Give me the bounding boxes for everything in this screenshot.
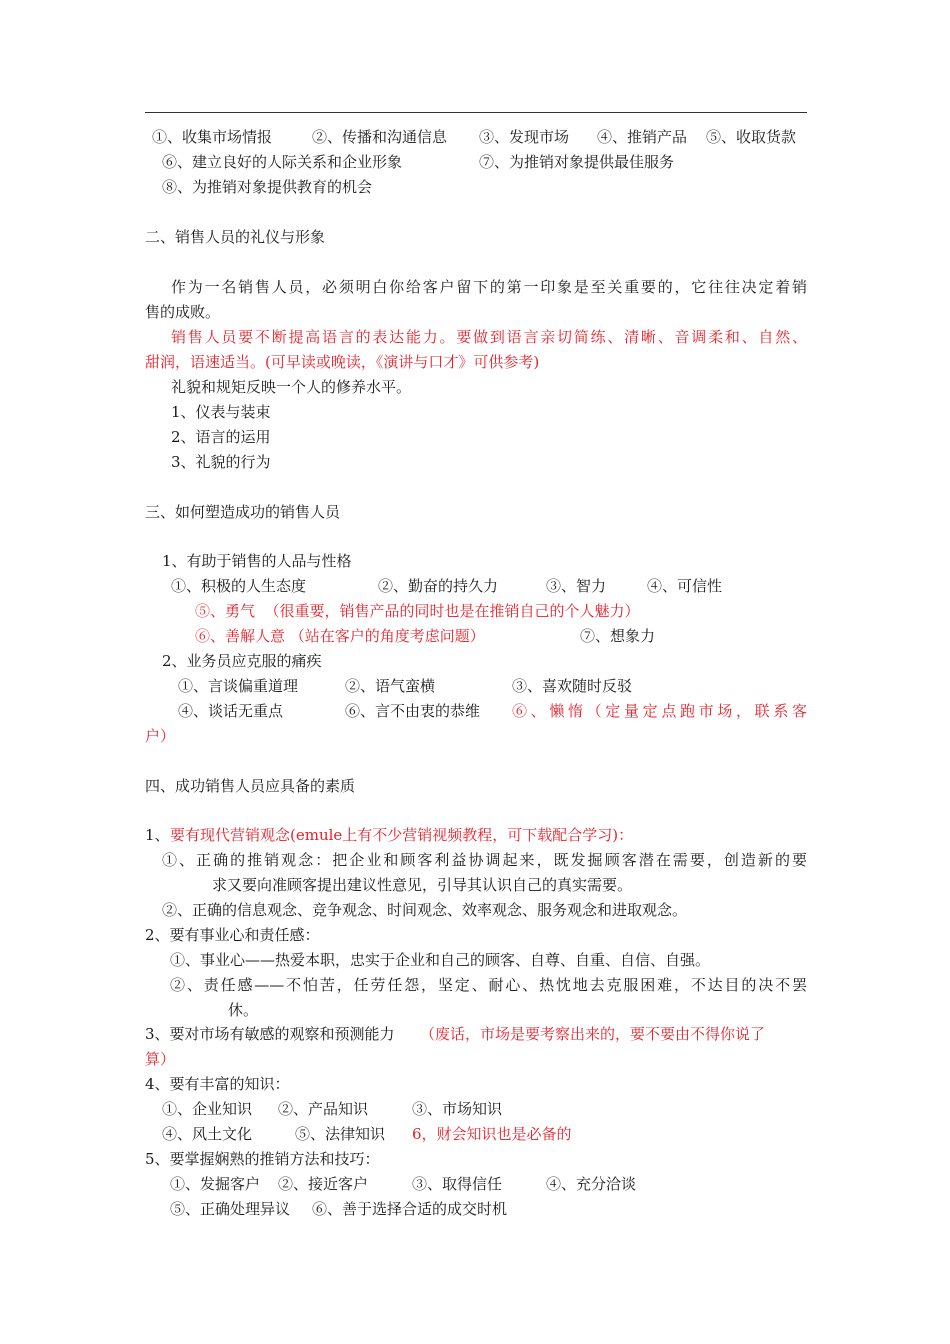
p1-b: ②、正确的信息观念、竞争观念、时间观念、效率观念、服务观念和进取观念。 [162, 901, 688, 919]
knowledge-3: ③、市场知识 [412, 1100, 503, 1118]
ill-6-red-cont: 户） [145, 727, 176, 745]
trait-2: ②、勤奋的持久力 [378, 577, 499, 595]
section-3-title: 三、如何塑造成功的销售人员 [145, 503, 341, 521]
p5-heading: 5、要掌握娴熟的推销方法和技巧： [145, 1150, 380, 1168]
function-1: ①、收集市场情报 [152, 128, 273, 146]
method-3: ③、取得信任 [412, 1175, 503, 1193]
p1-a-line2: 求又要向准顾客提出建议性意见，引导其认识自己的真实需要。 [212, 876, 633, 894]
knowledge-1: ①、企业知识 [162, 1100, 253, 1118]
p1-red-heading: 要有现代营销观念(emule上有不少营销视频教程，可下载配合学习)： [170, 826, 634, 844]
trait-4: ④、可信性 [647, 577, 723, 595]
method-6: ⑥、善于选择合适的成交时机 [312, 1200, 508, 1218]
trait-3: ③、智力 [546, 577, 607, 595]
method-5: ⑤、正确处理异议 [170, 1200, 291, 1218]
knowledge-4: ④、风土文化 [162, 1125, 253, 1143]
knowledge-2: ②、产品知识 [278, 1100, 369, 1118]
sec2-item-3: 3、礼貌的行为 [171, 453, 271, 471]
p1-a-line1: ①、正确的推销观念：把企业和顾客利益协调起来，既发掘顾客潜在需要，创造新的要 [162, 851, 807, 869]
sec2-red-line1: 销售人员要不断提高语言的表达能力。要做到语言亲切简练、清晰、音调柔和、自然、 [171, 328, 807, 346]
p2-heading: 2、要有事业心和责任感： [145, 926, 320, 944]
trait-6: ⑥、善解人意 （站在客户的角度考虑问题） [195, 627, 485, 645]
function-5: ⑤、收取货款 [706, 128, 797, 146]
header-rule [145, 112, 807, 113]
p3-red-note: （废话，市场是要考察出来的，要不要由不得你说了 [420, 1025, 766, 1043]
trait-7: ⑦、想象力 [580, 627, 656, 645]
function-6: ⑥、建立良好的人际关系和企业形象 [162, 153, 403, 171]
sec2-item-2: 2、语言的运用 [171, 428, 271, 446]
function-7: ⑦、为推销对象提供最佳服务 [479, 153, 675, 171]
section-2-title: 二、销售人员的礼仪与形象 [145, 228, 326, 246]
trait-5: ⑤、勇气 （很重要，销售产品的同时也是在推销自己的个人魅力） [195, 602, 640, 620]
p4-heading: 4、要有丰富的知识： [145, 1075, 290, 1093]
method-1: ①、发掘客户 [170, 1175, 261, 1193]
section-4-title: 四、成功销售人员应具备的素质 [145, 777, 356, 795]
ill-2: ②、语气蛮横 [345, 677, 436, 695]
sec3-sub-1: 1、有助于销售的人品与性格 [162, 552, 352, 570]
p3-red-note-cont: 算） [145, 1050, 176, 1068]
method-2: ②、接近客户 [278, 1175, 369, 1193]
p1-number: 1、 [145, 826, 170, 844]
sec2-item-1: 1、仪表与装束 [171, 403, 271, 421]
function-3: ③、发现市场 [479, 128, 570, 146]
sec2-intro-line1: 作为一名销售人员，必须明白你给客户留下的第一印象是至关重要的，它往往决定着销 [171, 278, 807, 296]
p3-heading: 3、要对市场有敏感的观察和预测能力 [145, 1025, 395, 1043]
function-8: ⑧、为推销对象提供教育的机会 [162, 178, 373, 196]
ill-1: ①、言谈偏重道理 [178, 677, 299, 695]
ill-3: ③、喜欢随时反驳 [512, 677, 633, 695]
trait-1: ①、积极的人生态度 [171, 577, 307, 595]
knowledge-5: ⑤、法律知识 [295, 1125, 386, 1143]
ill-6-red: ⑥、懒惰（定量定点跑市场，联系客 [512, 702, 807, 720]
knowledge-6-red: 6，财会知识也是必备的 [412, 1125, 572, 1143]
sec3-sub-2: 2、业务员应克服的痛疾 [162, 652, 322, 670]
sec2-red-line2: 甜润，语速适当。(可早读或晚读，《演讲与口才》可供参考) [145, 353, 540, 371]
sec2-manners: 礼貌和规矩反映一个人的修养水平。 [171, 378, 412, 396]
method-4: ④、充分洽谈 [546, 1175, 637, 1193]
sec2-intro-line2: 售的成败。 [145, 303, 221, 321]
ill-5: ⑥、言不由衷的恭维 [345, 702, 481, 720]
function-2: ②、传播和沟通信息 [312, 128, 448, 146]
p2-b-line2: 休。 [228, 1001, 259, 1019]
p2-a: ①、事业心——热爱本职，忠实于企业和自己的顾客、自尊、自重、自信、自强。 [170, 951, 711, 969]
ill-4: ④、谈话无重点 [178, 702, 284, 720]
p2-b-line1: ②、责任感——不怕苦，任劳任怨，坚定、耐心、热忱地去克服困难，不达目的决不罢 [170, 976, 807, 994]
function-4: ④、推销产品 [597, 128, 688, 146]
